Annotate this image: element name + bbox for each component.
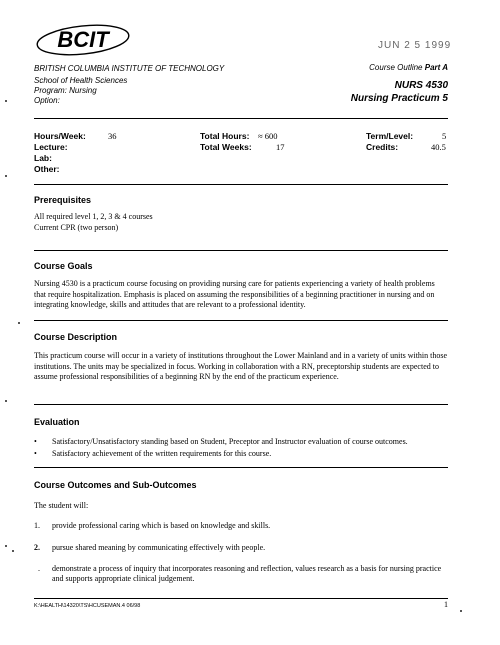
total-weeks-value: 17 <box>276 142 285 152</box>
lecture-label: Lecture: <box>34 142 68 152</box>
hours-week-value: 36 <box>108 131 117 141</box>
evaluation-divider <box>34 467 448 468</box>
outcome-number-1: 1. <box>34 521 40 530</box>
evaluation-heading: Evaluation <box>34 417 80 427</box>
prerequisites-divider <box>34 250 448 251</box>
outcome-number-2: 2. <box>34 543 40 552</box>
evaluation-item-1: Satisfactory/Unsatisfactory standing based on Student, Preceptor and Instructor evaluation of course outcomes. <box>52 437 408 446</box>
scan-speck <box>18 322 20 324</box>
outcome-text-2: pursue shared meaning by communicating effectively with people. <box>52 543 266 552</box>
lab-label: Lab: <box>34 153 52 163</box>
outcome-number-3: . <box>38 564 40 573</box>
scan-speck <box>12 550 14 552</box>
outcomes-intro: The student will: <box>34 501 89 510</box>
outcomes-heading: Course Outcomes and Sub-Outcomes <box>34 480 197 490</box>
course-description-heading: Course Description <box>34 332 118 342</box>
outcome-text-1: provide professional caring which is based on knowledge and skills. <box>52 521 271 530</box>
evaluation-item-2: Satisfactory achievement of the written requirements for this course. <box>52 449 272 458</box>
credits-label: Credits: <box>366 142 399 152</box>
institute-name: BRITISH COLUMBIA INSTITUTE OF TECHNOLOGY <box>34 64 225 73</box>
svg-text:BCIT: BCIT <box>57 27 109 52</box>
course-code: NURS 4530 <box>394 80 448 91</box>
prerequisites-line-1: All required level 1, 2, 3 & 4 courses <box>34 212 153 221</box>
total-weeks-label: Total Weeks: <box>200 142 252 152</box>
scan-speck <box>5 400 7 402</box>
school-name: School of Health Sciences <box>34 76 128 85</box>
scan-speck <box>5 175 7 177</box>
scan-speck <box>5 545 7 547</box>
footer-file-path: K:\HEALTH\14320\TS\HCUSEMAN.4 06/98 <box>34 603 141 609</box>
outline-label: Course Outline Part A <box>369 63 448 72</box>
prerequisites-heading: Prerequisites <box>34 195 92 205</box>
scan-speck <box>460 610 462 612</box>
total-hours-label: Total Hours: <box>200 131 250 141</box>
scan-speck <box>5 100 7 102</box>
footer-divider <box>34 598 448 599</box>
credits-value: 40.5 <box>431 142 446 152</box>
hours-week-label: Hours/Week: <box>34 131 86 141</box>
bullet-icon: • <box>34 449 37 458</box>
other-label: Other: <box>34 164 60 174</box>
course-description-text: This practicum course will occur in a variety of institutions throughout the Lower Mainland and in a variety of units within those institutions. The units may be specialized in focus. Working in collaboration with a RN, preceptorship students are expected to assume professional responsibilities of a beginning RN by the end of the practicum experience. <box>34 351 448 381</box>
goals-divider <box>34 320 448 321</box>
page-number: 1 <box>444 600 448 609</box>
bcit-logo <box>34 22 132 58</box>
hours-divider <box>34 184 448 185</box>
total-hours-value: ≈ 600 <box>258 131 278 141</box>
program-name: Program: Nursing <box>34 86 97 95</box>
received-stamp: JUN 2 5 1999 <box>378 40 452 51</box>
term-level-label: Term/Level: <box>366 131 414 141</box>
header-divider <box>34 118 448 119</box>
outcome-text-3: demonstrate a process of inquiry that incorporates reasoning and reflection, values research as a basis for nursing practice and supports appropriate clinical judgement. <box>52 564 442 583</box>
prerequisites-line-2: Current CPR (two person) <box>34 223 119 232</box>
course-goals-heading: Course Goals <box>34 261 93 271</box>
bullet-icon: • <box>34 437 37 446</box>
course-name: Nursing Practicum 5 <box>350 93 448 104</box>
term-level-value: 5 <box>442 131 447 141</box>
description-divider <box>34 404 448 405</box>
option-label: Option: <box>34 96 60 105</box>
course-goals-text: Nursing 4530 is a practicum course focusing on providing nursing care for patients experiencing a variety of health problems that require hospitalization. Emphasis is placed on assuming the responsibilities of a beginning practitioner in nursing and on integrating knowledge, skills and attitudes that are relevant to a professional identity. <box>34 279 435 309</box>
